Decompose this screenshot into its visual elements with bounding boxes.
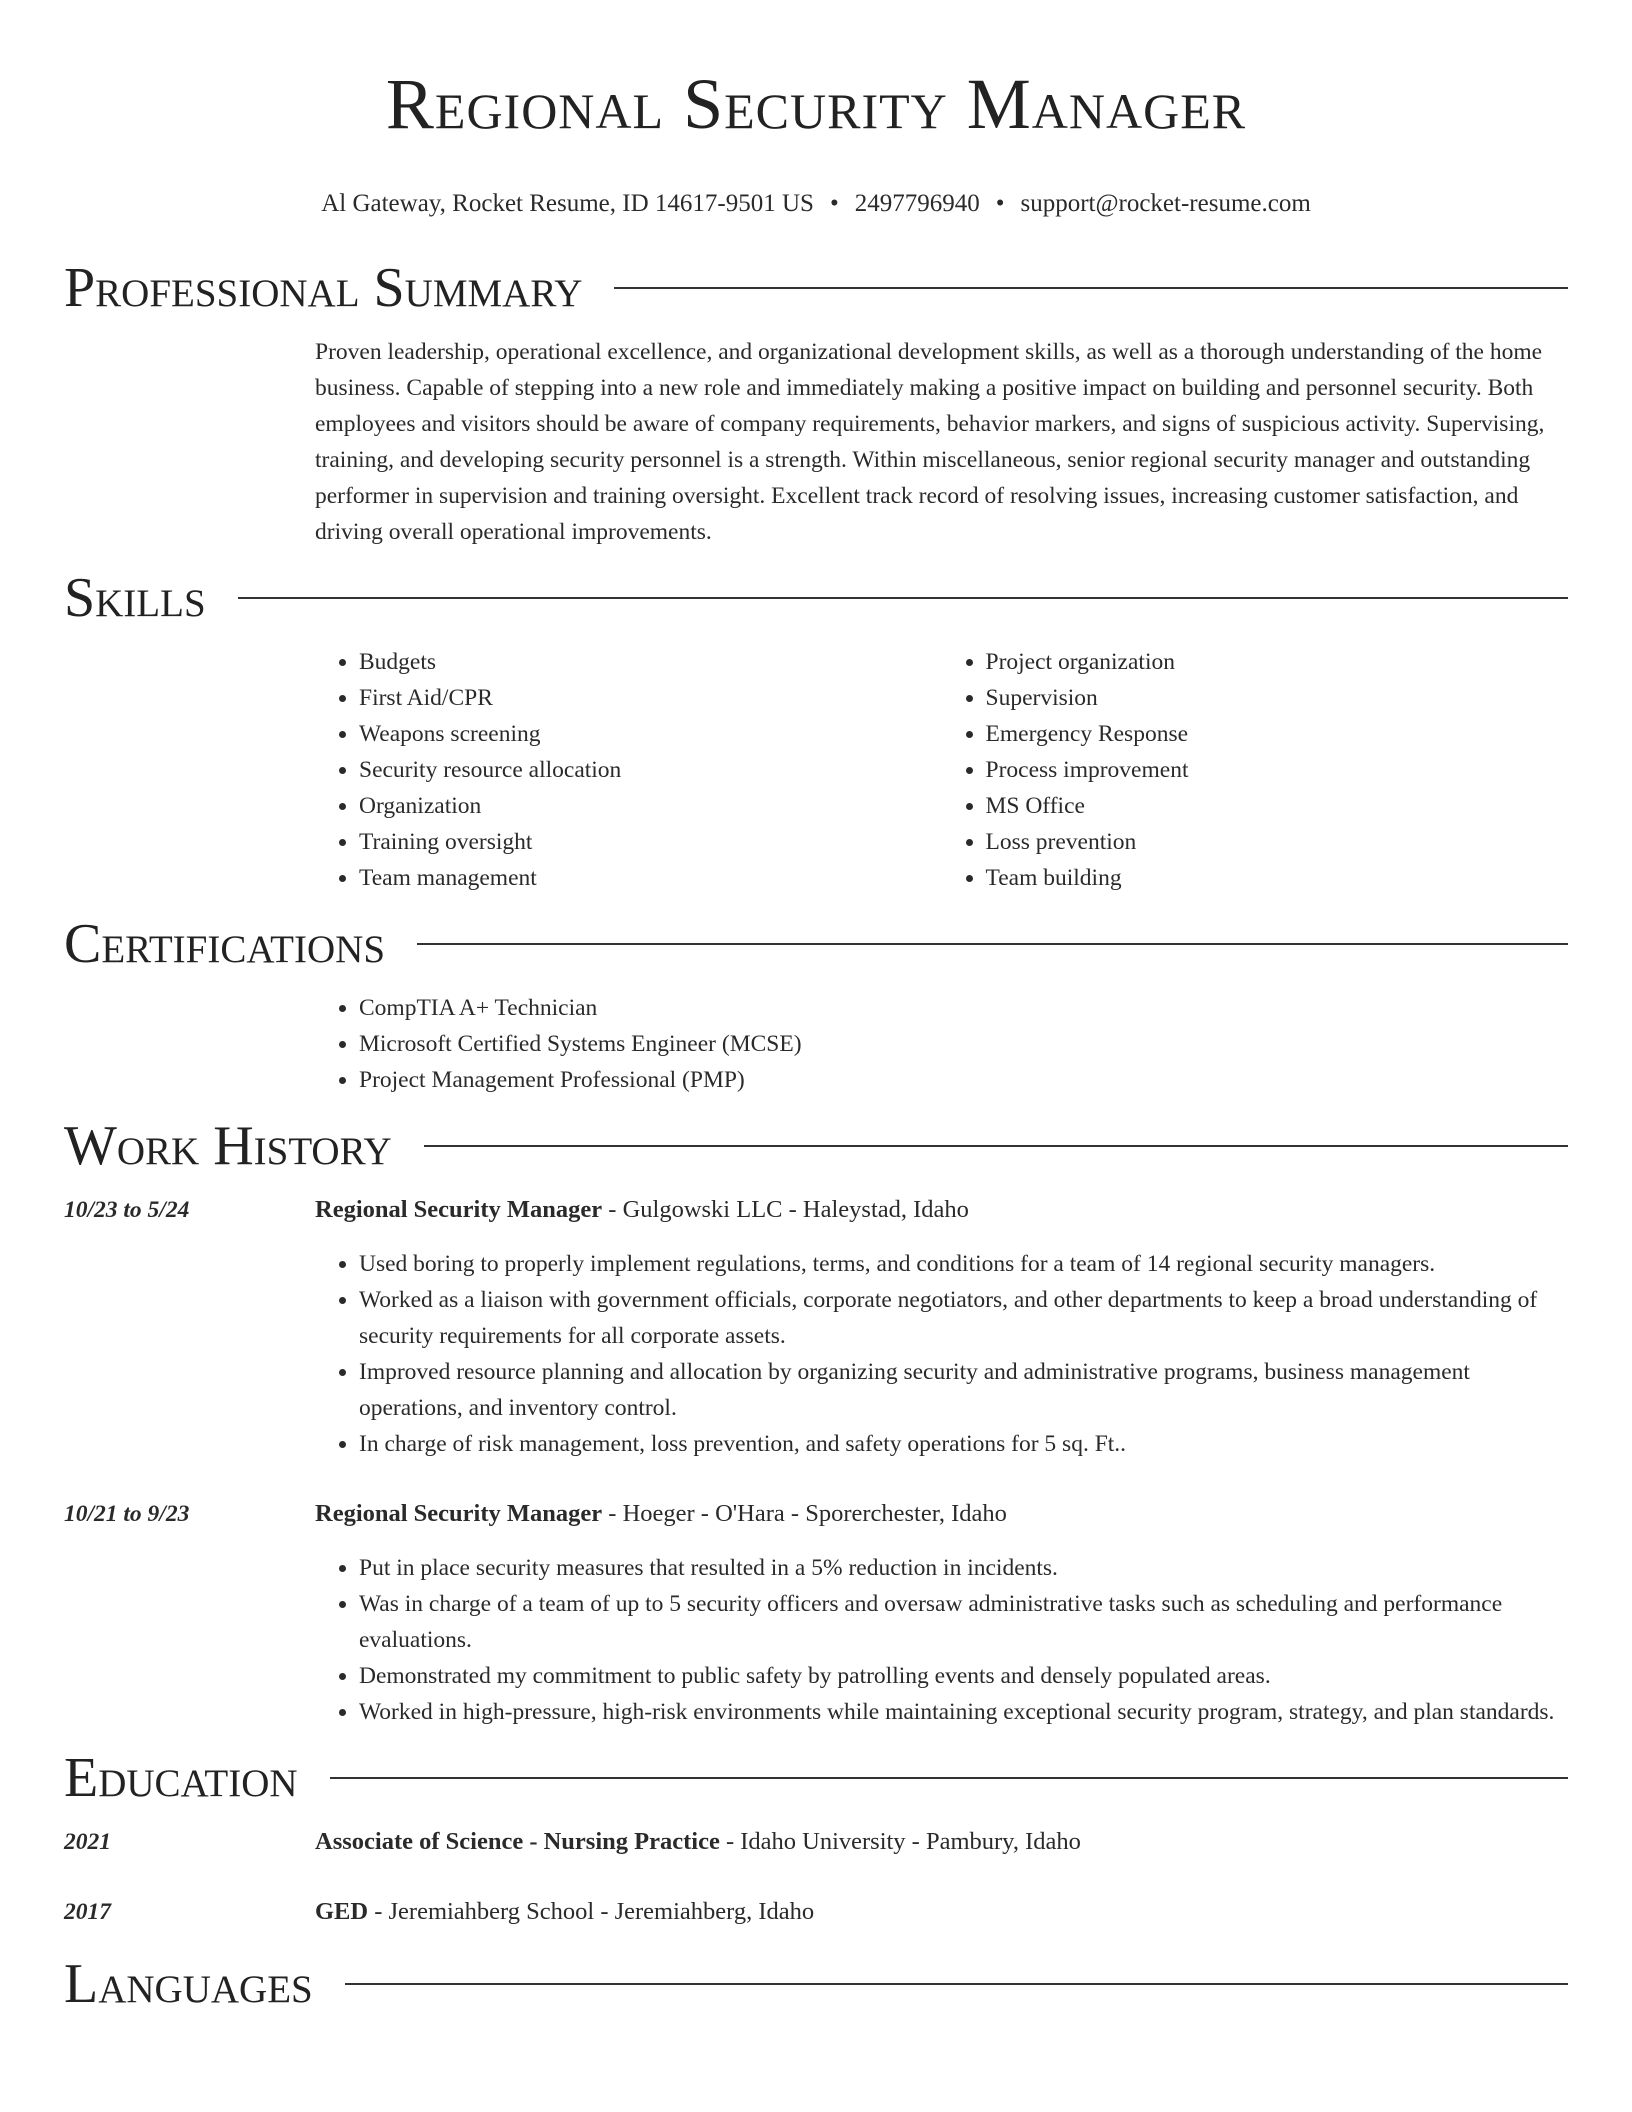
certifications-heading: [64, 912, 1568, 976]
job-bullets: [315, 1550, 1568, 1730]
email-text: support@rocket-resume.com: [1020, 190, 1311, 217]
job-entry: [64, 1192, 1568, 1462]
skill-item: • MS Office: [986, 788, 1569, 824]
job-bullet: • Worked in high-pressure, high-risk environments while maintaining exceptional security program, strategy, and plan standards.: [359, 1694, 1568, 1730]
section-divider: [345, 1983, 1568, 1985]
skill-item: • Security resource allocation: [359, 752, 942, 788]
job-header: [64, 1192, 1568, 1228]
job-bullet: • Was in charge of a team of up to 5 security officers and oversaw administrative tasks such as scheduling and performance evaluations.: [359, 1586, 1568, 1658]
certification-item: • CompTIA A+ Technician: [359, 990, 1568, 1026]
contact-separator: •: [829, 190, 839, 217]
education-entry: [64, 1894, 1568, 1930]
contact-line: [64, 186, 1568, 222]
skill-item: • Process improvement: [986, 752, 1569, 788]
contact-separator: •: [995, 190, 1005, 217]
education-degree: Associate of Science - Nursing Practice: [315, 1828, 720, 1855]
job-dates: 10/23 to 5/24: [64, 1197, 190, 1223]
education-school: - Jeremiahberg School - Jeremiahberg, Idaho: [368, 1898, 815, 1925]
job-bullet: • Improved resource planning and allocation by organizing security and administrative programs, business management operations, and inventory control.: [359, 1354, 1568, 1426]
job-bullet: • Used boring to properly implement regulations, terms, and conditions for a team of 14 regional security managers.: [359, 1246, 1568, 1282]
phone-text: 2497796940: [854, 190, 980, 217]
job-bullet: • Demonstrated my commitment to public safety by patrolling events and densely populated areas.: [359, 1658, 1568, 1694]
certifications-body: [315, 990, 1568, 1098]
resume-page: [64, 0, 1568, 2016]
certification-item: • Project Management Professional (PMP): [359, 1062, 1568, 1098]
skill-item: • Team building: [986, 860, 1569, 896]
skills-heading: [64, 566, 1568, 630]
skill-item: • Project organization: [986, 644, 1569, 680]
certification-item: • Microsoft Certified Systems Engineer (MCSE): [359, 1026, 1568, 1062]
education-title: Education: [64, 1747, 298, 1809]
job-dates: 10/21 to 9/23: [64, 1501, 190, 1527]
skills-section: [64, 566, 1568, 896]
skill-item: • Emergency Response: [986, 716, 1569, 752]
skill-item: • Training oversight: [359, 824, 942, 860]
work-history-section: [64, 1114, 1568, 1730]
job-role: Regional Security Manager: [315, 1196, 603, 1223]
address-text: Al Gateway, Rocket Resume, ID 14617-9501 US: [321, 190, 814, 217]
work-history-heading: [64, 1114, 1568, 1178]
summary-section: [64, 256, 1568, 550]
education-entry: [64, 1824, 1568, 1860]
job-employer: - Gulgowski LLC - Haleystad, Idaho: [602, 1196, 969, 1223]
skill-item: • First Aid/CPR: [359, 680, 942, 716]
job-employer: - Hoeger - O'Hara - Sporerchester, Idaho: [602, 1500, 1007, 1527]
section-divider: [330, 1777, 1568, 1779]
skill-item: • Team management: [359, 860, 942, 896]
job-bullet: • In charge of risk management, loss prevention, and safety operations for 5 sq. Ft..: [359, 1426, 1568, 1462]
job-bullets: [315, 1246, 1568, 1462]
languages-heading: [64, 1952, 1568, 2016]
languages-title: Languages: [64, 1953, 313, 2015]
skills-title: Skills: [64, 567, 206, 629]
certifications-section: [64, 912, 1568, 1098]
summary-title: Professional Summary: [64, 257, 583, 319]
skill-item: • Budgets: [359, 644, 942, 680]
job-entry: [64, 1496, 1568, 1730]
education-year: 2017: [64, 1899, 111, 1925]
section-divider: [238, 597, 1568, 599]
education-section: [64, 1746, 1568, 1930]
skills-grid: [315, 644, 1568, 896]
work-history-title: Work History: [64, 1115, 392, 1177]
education-heading-line: [315, 1894, 814, 1930]
certifications-title: Certifications: [64, 913, 386, 975]
job-heading: [315, 1496, 1007, 1532]
education-degree: GED: [315, 1898, 369, 1925]
job-role: Regional Security Manager: [315, 1500, 603, 1527]
job-heading: [315, 1192, 969, 1228]
education-school: - Idaho University - Pambury, Idaho: [719, 1828, 1081, 1855]
section-divider: [614, 287, 1568, 289]
education-year: 2021: [64, 1829, 111, 1855]
job-details: [315, 1550, 1568, 1730]
section-divider: [424, 1145, 1568, 1147]
skill-item: • Loss prevention: [986, 824, 1569, 860]
skill-item: • Organization: [359, 788, 942, 824]
summary-text: Proven leadership, operational excellence, and organizational development skills, as well as a thorough understanding of the home business. Capable of stepping into a new role and immediately making a positive impact on building and personnel security. Both employees and visitors should be aware of company requirements, behavior markers, and signs of suspicious activity. Supervising, training, and developing security personnel is a strength. Within miscellaneous, senior regional security manager and outstanding performer in supervision and training oversight. Excellent track record of resolving issues, increasing customer satisfaction, and driving overall operational improvements.: [315, 339, 1545, 545]
skills-list-left: [315, 644, 942, 896]
languages-section: [64, 1952, 1568, 2016]
job-bullet: • Put in place security measures that resulted in a 5% reduction in incidents.: [359, 1550, 1568, 1586]
certifications-list: [315, 990, 1568, 1098]
job-details: [315, 1246, 1568, 1462]
skill-item: • Weapons screening: [359, 716, 942, 752]
education-heading: [64, 1746, 1568, 1810]
job-bullet: • Worked as a liaison with government officials, corporate negotiators, and other departments to keep a broad understanding of security requirements for all corporate assets.: [359, 1282, 1568, 1354]
section-divider: [417, 943, 1568, 945]
education-heading-line: [315, 1824, 1081, 1860]
summary-heading: [64, 256, 1568, 320]
job-header: [64, 1496, 1568, 1532]
skill-item: • Supervision: [986, 680, 1569, 716]
skills-list-right: [942, 644, 1569, 896]
resume-name: Regional Security Manager: [385, 64, 1247, 144]
